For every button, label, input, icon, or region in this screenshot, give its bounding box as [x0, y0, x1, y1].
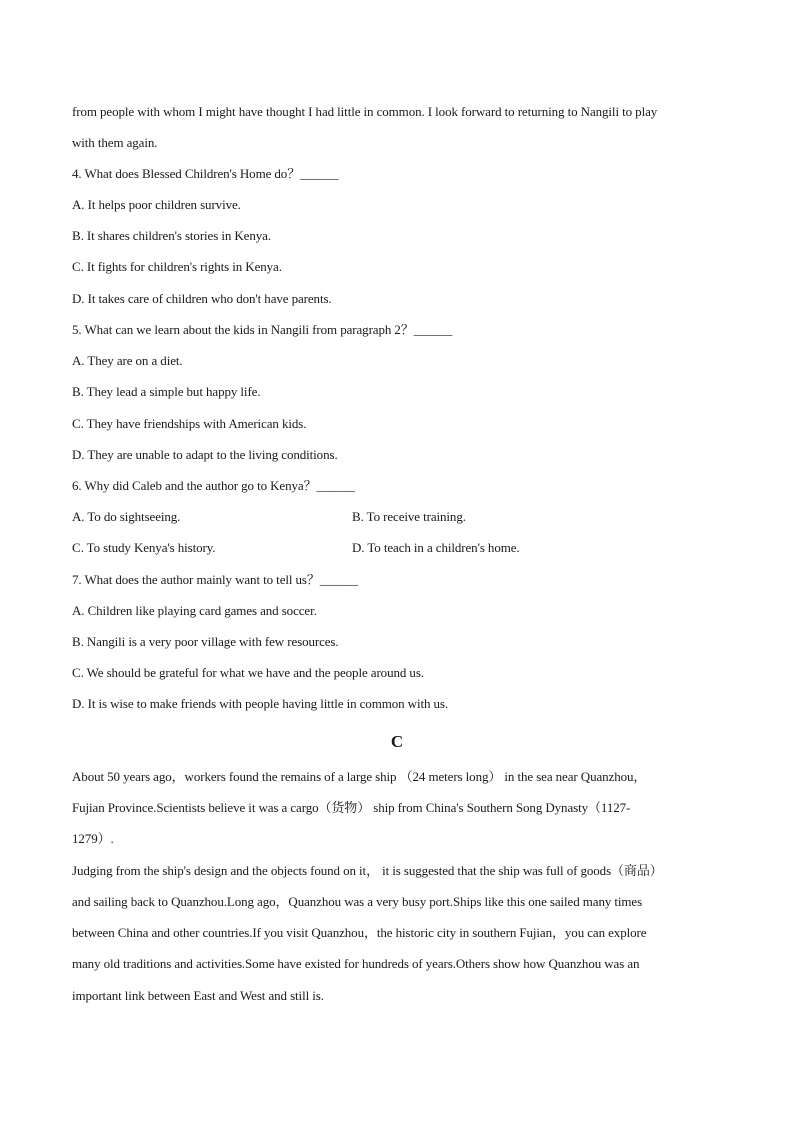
- passage-text-line: with them again.: [72, 135, 158, 150]
- passage-c-line: and sailing back to Quanzhou.Long ago，Quanzhou was a very busy port.Ships like this one sailed many times: [72, 894, 643, 909]
- question-4-stem: 4. What does Blessed Children's Home do？______: [72, 166, 339, 181]
- question-6-option-d: D. To teach in a children's home.: [352, 540, 520, 555]
- question-6-option-b: B. To receive training.: [352, 509, 466, 524]
- question-7-option-c: C. We should be grateful for what we have and the people around us.: [72, 665, 424, 680]
- question-4-option-d: D. It takes care of children who don't have parents.: [72, 291, 332, 306]
- passage-c-line: many old traditions and activities.Some have existed for hundreds of years.Others show how Quanzhou was an: [72, 956, 640, 971]
- passage-c-line: important link between East and West and still is.: [72, 988, 324, 1003]
- question-7-stem: 7. What does the author mainly want to tell us？______: [72, 572, 359, 587]
- passage-c-line: Fujian Province.Scientists believe it was a cargo（货物） ship from China's Southern Song Dynasty（1127-: [72, 800, 631, 815]
- question-7-option-d: D. It is wise to make friends with people having little in common with us.: [72, 696, 449, 711]
- passage-text-line: from people with whom I might have thought I had little in common. I look forward to returning to Nangili to play: [72, 104, 658, 119]
- question-4-option-c: C. It fights for children's rights in Kenya.: [72, 259, 282, 274]
- passage-c-line: About 50 years ago，workers found the remains of a large ship （24 meters long） in the sea near Quanzhou，: [72, 769, 647, 784]
- question-6-option-c: C. To study Kenya's history.: [72, 540, 216, 555]
- question-5-option-b: B. They lead a simple but happy life.: [72, 384, 261, 399]
- question-7-option-b: B. Nangili is a very poor village with few resources.: [72, 634, 339, 649]
- question-5-stem: 5. What can we learn about the kids in Nangili from paragraph 2？______: [72, 322, 453, 337]
- question-6-option-a: A. To do sightseeing.: [72, 509, 181, 524]
- passage-c-line: 1279）.: [72, 831, 114, 846]
- question-6-stem: 6. Why did Caleb and the author go to Kenya？______: [72, 478, 355, 493]
- question-7-option-a: A. Children like playing card games and soccer.: [72, 603, 317, 618]
- question-5-option-a: A. They are on a diet.: [72, 353, 183, 368]
- section-heading: C: [390, 732, 404, 751]
- passage-c-line: between China and other countries.If you visit Quanzhou，the historic city in southern Fujian，you can explore: [72, 925, 647, 940]
- question-5-option-c: C. They have friendships with American kids.: [72, 416, 307, 431]
- question-4-option-a: A. It helps poor children survive.: [72, 197, 241, 212]
- passage-c-line: Judging from the ship's design and the objects found on it， it is suggested that the ship was full of goods（商品）: [72, 863, 663, 878]
- question-5-option-d: D. They are unable to adapt to the living conditions.: [72, 447, 338, 462]
- question-4-option-b: B. It shares children's stories in Kenya.: [72, 228, 271, 243]
